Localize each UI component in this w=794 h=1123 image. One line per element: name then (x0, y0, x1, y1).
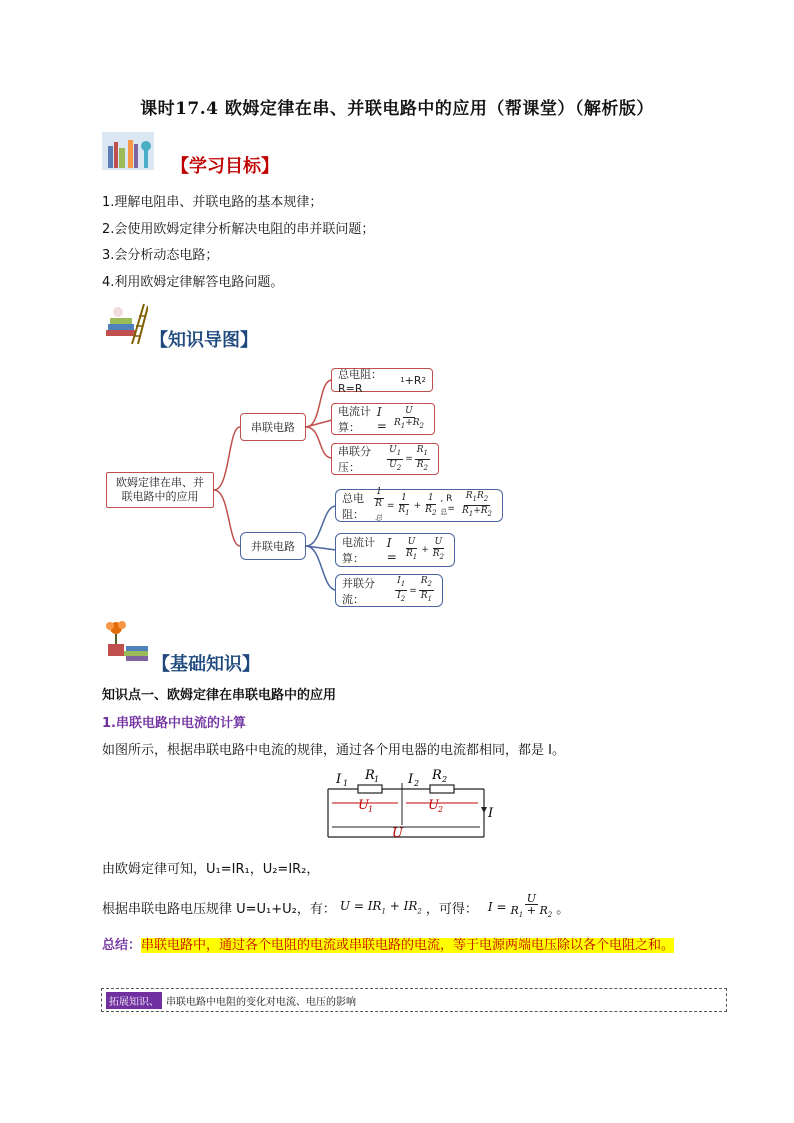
paragraph-text: ，可得： (425, 901, 478, 917)
goal-item: 2.会使用欧姆定律分析解决电阻的串并联问题； (102, 222, 375, 237)
flower-books-icon (102, 616, 150, 664)
mindmap-leaf-series-current: 电流计算： I = $\frac{U}{R_1+R_2}$ (331, 403, 435, 435)
leaf-label: 串联分压： (338, 445, 371, 474)
mindmap-node-series: 串联电路 (240, 413, 306, 441)
paragraph: 由欧姆定律可知，U₁=IR₁，U₂=IR₂， (102, 862, 320, 877)
formula-fraction: $\frac{R_1R_2}{R_1+R_2}$ (461, 491, 492, 518)
formula-fraction: $\frac{R_1}{R_2}$ (416, 444, 428, 472)
subsection-title: 1.串联电路中电流的计算 (102, 716, 246, 731)
svg-text:2: 2 (414, 779, 420, 788)
leaf-label: 并联分流： (342, 576, 375, 606)
mindmap-leaf-series-resistance: 总电阻：R=R 1 +R 2 (331, 368, 433, 392)
svg-text:1: 1 (368, 805, 374, 814)
label-u1: U (358, 798, 369, 813)
formula-fraction: $\frac{1}{R_2}$ (425, 492, 437, 517)
mindmap-leaf-parallel-current: 电流计算： I = $\frac{U}{R_1}$ + $\frac{U}{R_2}$ (335, 533, 455, 567)
extension-label: 拓展知识、 (106, 992, 162, 1009)
resistor-r1 (358, 785, 382, 793)
leaf-label: 电流计算： (338, 405, 371, 434)
leaf-label-tail: +R (404, 373, 422, 387)
books-icon (102, 132, 154, 170)
section-title-map: 【知识导图】 (150, 330, 258, 351)
formula-fraction: $\frac{U}{R_1+R_2}$ (393, 406, 424, 430)
label-r2: R (432, 768, 442, 783)
summary-label: 总结： (102, 938, 142, 953)
paragraph-text: 根据串联电路电压规律 U=U₁+U₂，有： (102, 901, 336, 917)
svg-text:2: 2 (438, 805, 444, 814)
label-u: U (392, 826, 403, 841)
summary (102, 934, 674, 953)
goal-item: 4.利用欧姆定律解答电路问题。 (102, 275, 284, 290)
formula-fraction: $\frac{U}{R_1 + R_2}$ (510, 892, 553, 920)
svg-text:1: 1 (343, 779, 349, 788)
label-i2: I (408, 772, 414, 787)
mindmap-leaf-parallel-shunt: 并联分流： $\frac{I_1}{I_2}$ = $\frac{R_2}{R_1}$ (335, 574, 443, 607)
formula-fraction: $\frac{U}{R_1}$ (405, 537, 418, 561)
knowledge-point-title: 知识点一、欧姆定律在串联电路中的应用 (102, 688, 337, 703)
leaf-label: 总电阻：R=R (338, 367, 382, 395)
formula-fraction: $\frac{1}{R_1}$ (398, 492, 410, 517)
label-r1: R (365, 768, 375, 783)
page-title: 课时17.4 欧姆定律在串、并联电路中的应用（帮课堂）（解析版） (140, 99, 654, 119)
formula-fraction: $\frac{U_1}{U_2}$ (389, 444, 402, 472)
formula-fraction: $\frac{I_1}{I_2}$ (397, 576, 406, 603)
series-circuit-diagram (322, 765, 508, 843)
svg-text:2: 2 (442, 775, 448, 784)
label-u2: U (428, 798, 439, 813)
leaf-label: 电流计算： (342, 536, 375, 565)
mindmap-node-parallel: 并联电路 (240, 532, 306, 560)
label-i1: I (336, 772, 342, 787)
summary-text: 串联电路中，通过各个电阻的电流或串联电路的电流，等于电源两端电压除以各个电阻之和。 (141, 938, 675, 953)
paragraph: 如图所示，根据串联电路中电流的规律，通过各个用电器的电流都相同，都是 I。 (102, 743, 565, 758)
mindmap-root: 欧姆定律在串、并联电路中的应用 (106, 472, 214, 508)
paragraph-formula: 根据串联电路电压规律 U=U₁+U₂，有： $U = IR_1 + IR_2$ ，可得： I = $\frac{U}{R_1 + R_2}$ 。 (102, 892, 570, 920)
svg-text:1: 1 (374, 775, 380, 784)
formula-fraction: $\frac{R_2}{R_1}$ (420, 576, 432, 603)
resistor-r2 (430, 785, 454, 793)
goal-item: 1.理解电阻串、并联电路的基本规律； (102, 195, 323, 210)
mindmap-leaf-parallel-resistance: 总电阻： $\frac{1}{R_总}$ = $\frac{1}{R_1}$ + $\frac{1}{R_2}$ , $R_总=$ $\frac{R_1R_2}{R_1+R_2}$ (335, 489, 503, 522)
leaf-label: 总电阻： (342, 491, 364, 521)
section-title-basic: 【基础知识】 (152, 654, 260, 675)
mindmap-leaf-series-voltage: 串联分压： $\frac{U_1}{U_2}$ = $\frac{R_1}{R_2}$ (331, 443, 439, 475)
goal-item: 3.会分析动态电路； (102, 248, 219, 263)
extension-box (101, 988, 727, 1012)
section-title-goals: 【学习目标】 (171, 156, 279, 177)
formula-fraction: $\frac{U}{R_2}$ (432, 537, 444, 561)
ladder-books-icon (102, 300, 148, 346)
formula-fraction: $\frac{1}{R_总}$ (375, 487, 383, 522)
extension-text: 串联电路中电阻的变化对电流、电压的影响 (166, 996, 356, 1008)
label-i: I (488, 806, 494, 821)
